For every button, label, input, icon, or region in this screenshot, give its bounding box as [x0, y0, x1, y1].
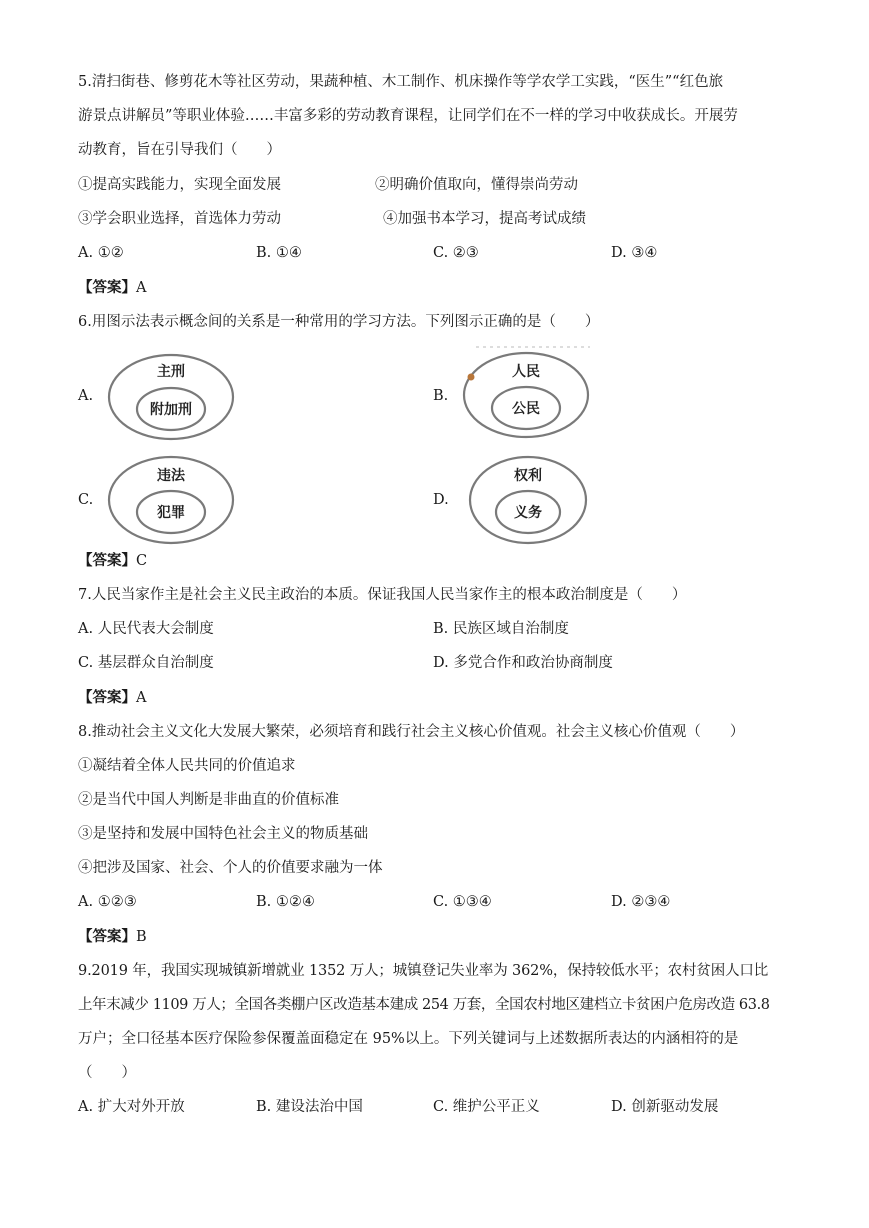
answer-label: 【答案】 — [78, 928, 136, 945]
q5-item-3: ③学会职业选择，首选体力劳动 — [78, 211, 281, 227]
q6-diagram-a — [103, 350, 243, 445]
outer-label: 主刑 — [157, 364, 185, 380]
outer-label: 人民 — [512, 364, 540, 380]
answer-label: 【答案】 — [78, 552, 136, 569]
q7-option-d: D. 多党合作和政治协商制度 — [433, 655, 613, 671]
q7-answer — [78, 688, 146, 708]
q9-option-d: D. 创新驱动发展 — [611, 1099, 719, 1115]
q8-stem: 8.推动社会主义文化大发展大繁荣，必须培育和践行社会主义核心价值观。社会主义核心价值观（ ） — [78, 724, 745, 740]
dot-marker — [468, 374, 475, 381]
q9-option-a: A. 扩大对外开放 — [78, 1099, 185, 1115]
q8-option-a: A. ①②③ — [78, 894, 137, 910]
inner-label: 公民 — [512, 401, 540, 417]
q9-stem-line1: 9.2019 年，我国实现城镇新增就业 1352 万人；城镇登记失业率为 362%，保持较低水平；农村贫困人口比 — [78, 963, 769, 979]
q9-stem-line4: （ ） — [78, 1065, 136, 1081]
q8-answer — [78, 927, 147, 947]
answer-value: B — [136, 929, 147, 945]
q7-option-b: B. 民族区域自治制度 — [433, 621, 569, 637]
q8-item-2: ②是当代中国人判断是非曲直的价值标准 — [78, 792, 339, 808]
q9-stem-line2: 上年末减少 1109 万人；全国各类棚户区改造基本建成 254 万套，全国农村地区建档立卡贫困户危房改造 63.8 — [78, 997, 770, 1013]
q5-answer — [78, 278, 146, 298]
q7-option-a: A. 人民代表大会制度 — [78, 621, 214, 637]
answer-label: 【答案】 — [78, 279, 136, 296]
inner-label: 附加刑 — [150, 402, 192, 418]
q5-stem-line3: 动教育，旨在引导我们（ ） — [78, 142, 281, 158]
q8-option-d: D. ②③④ — [611, 894, 671, 910]
outer-label: 违法 — [157, 468, 185, 484]
q6-stem: 6.用图示法表示概念间的关系是一种常用的学习方法。下列图示正确的是（ ） — [78, 314, 600, 330]
q6-diagram-b-letter: B. — [433, 388, 449, 404]
q5-item-4: ④加强书本学习，提高考试成绩 — [383, 211, 586, 227]
inner-label: 义务 — [514, 505, 542, 521]
q6-answer — [78, 551, 147, 571]
q5-option-c: C. ②③ — [433, 245, 479, 261]
q6-diagram-b — [458, 345, 598, 445]
q9-option-c: C. 维护公平正义 — [433, 1099, 540, 1115]
q6-diagram-d — [465, 452, 605, 548]
outer-label: 权利 — [514, 468, 542, 484]
answer-value: A — [136, 280, 147, 296]
q6-diagram-a-letter: A. — [78, 388, 94, 404]
q5-item-1: ①提高实践能力，实现全面发展 — [78, 177, 281, 193]
q7-stem: 7.人民当家作主是社会主义民主政治的本质。保证我国人民当家作主的根本政治制度是（ ） — [78, 587, 687, 603]
q7-option-c: C. 基层群众自治制度 — [78, 655, 214, 671]
q5-option-a: A. ①② — [78, 245, 124, 261]
q6-diagram-c-letter: C. — [78, 492, 94, 508]
answer-value: C — [136, 553, 148, 569]
q5-item-2: ②明确价值取向，懂得崇尚劳动 — [375, 177, 578, 193]
q8-item-4: ④把涉及国家、社会、个人的价值要求融为一体 — [78, 860, 383, 876]
q6-diagram-c — [103, 452, 243, 548]
inner-label: 犯罪 — [157, 505, 185, 521]
q9-stem-line3: 万户；全口径基本医疗保险参保覆盖面稳定在 95%以上。下列关键词与上述数据所表达的内涵相符的是 — [78, 1031, 739, 1047]
q5-option-d: D. ③④ — [611, 245, 658, 261]
answer-value: A — [136, 690, 147, 706]
answer-label: 【答案】 — [78, 689, 136, 706]
q5-stem-line1: 5.清扫街巷、修剪花木等社区劳动，果蔬种植、木工制作、机床操作等学农学工实践，“医生”“红色旅 — [78, 74, 724, 90]
q5-option-b: B. ①④ — [256, 245, 302, 261]
q5-stem-line2: 游景点讲解员”等职业体验……丰富多彩的劳动教育课程，让同学们在不一样的学习中收获成长。开展劳 — [78, 108, 738, 124]
q8-option-b: B. ①②④ — [256, 894, 315, 910]
q8-item-3: ③是坚持和发展中国特色社会主义的物质基础 — [78, 826, 368, 842]
q8-option-c: C. ①③④ — [433, 894, 492, 910]
q9-option-b: B. 建设法治中国 — [256, 1099, 363, 1115]
q6-diagram-d-letter: D. — [433, 492, 449, 508]
q8-item-1: ①凝结着全体人民共同的价值追求 — [78, 758, 296, 774]
